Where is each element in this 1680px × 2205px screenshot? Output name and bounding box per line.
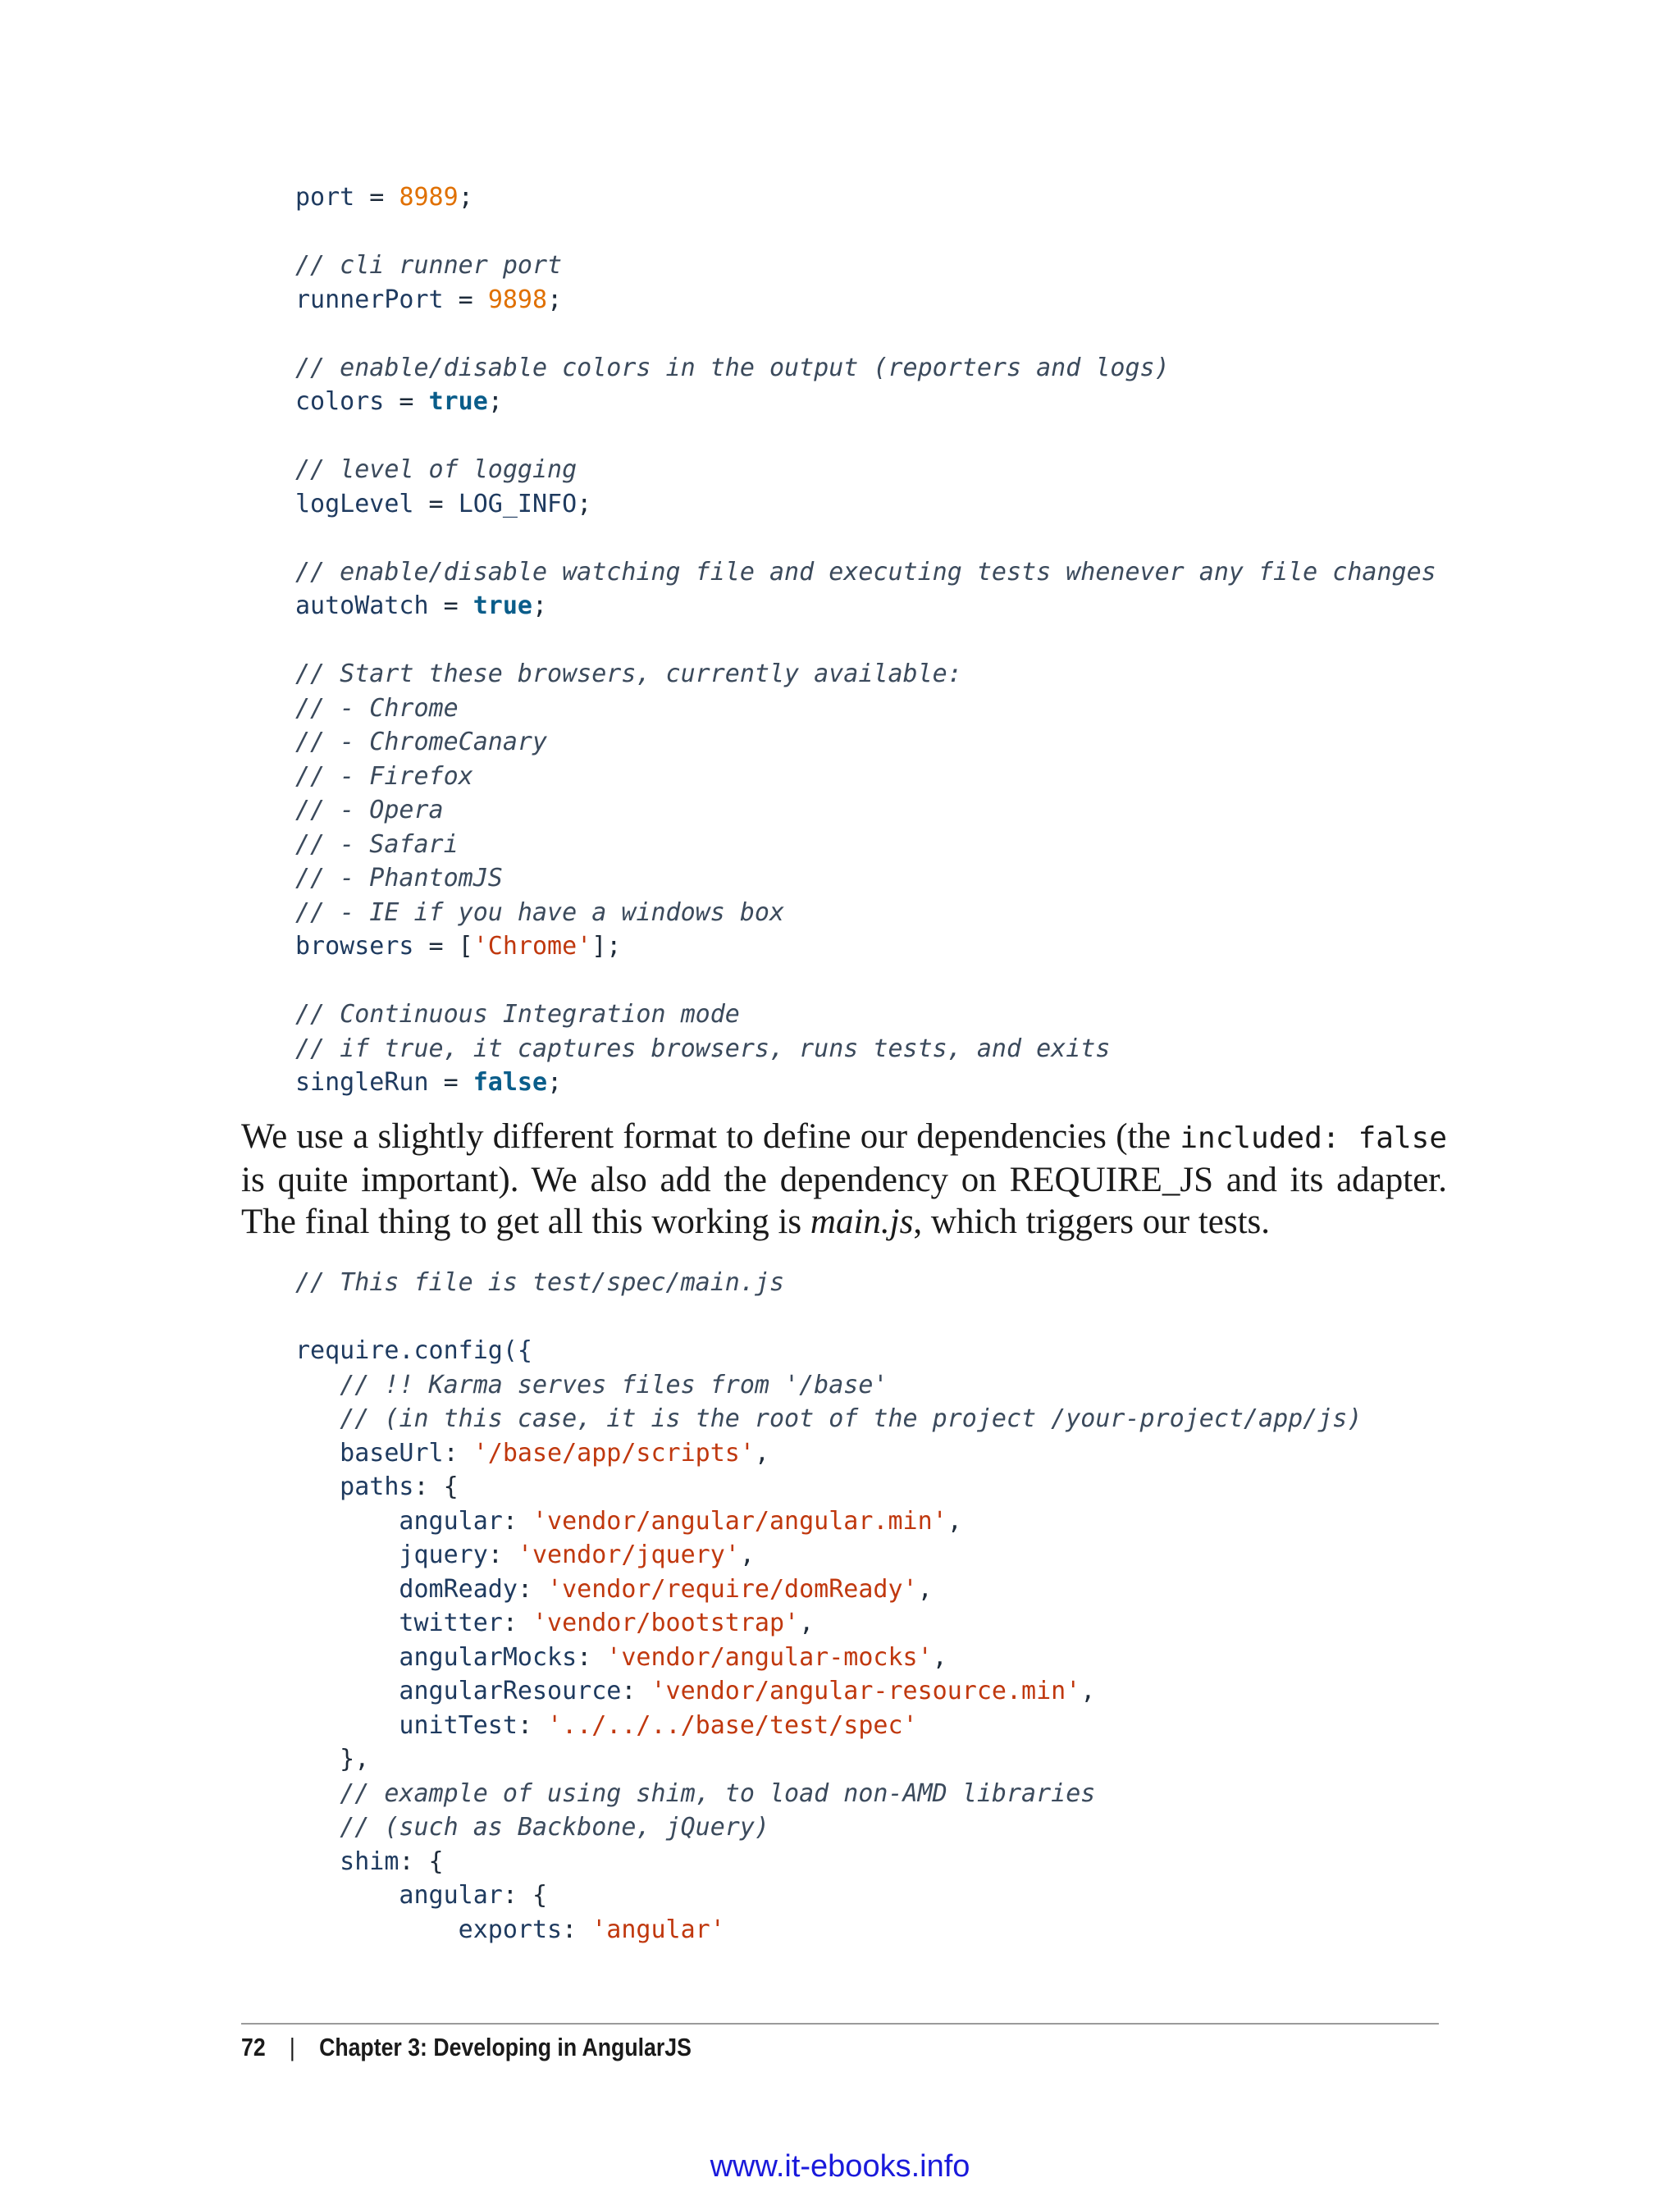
footer-separator: | [289, 2033, 295, 2061]
code-token: , [739, 1541, 755, 1569]
code-token: jquery [295, 1541, 488, 1569]
code-token: // level of logging [295, 455, 578, 484]
code-token: : [621, 1677, 651, 1705]
code-line [295, 861, 1436, 896]
code-line [295, 1674, 1362, 1709]
code-token: ; [577, 489, 592, 518]
code-token: ; [532, 591, 548, 620]
code-line [295, 1879, 1362, 1913]
code-token: : [502, 1506, 532, 1536]
code-line [295, 317, 1436, 351]
code-token: , [754, 1438, 769, 1468]
code-token: : { [413, 1472, 459, 1501]
code-token [295, 1404, 340, 1433]
code-line [295, 180, 1436, 215]
paragraph-text-1: We use a slightly different format to define our dependencies (the [241, 1117, 1180, 1156]
code-line [295, 1810, 1362, 1845]
code-token: , [932, 1642, 947, 1672]
body-paragraph [241, 1116, 1447, 1243]
code-token: require.config({ [295, 1336, 532, 1365]
code-line [295, 1538, 1362, 1573]
code-block-main-js [295, 1266, 1362, 1947]
code-token: paths [295, 1472, 414, 1501]
code-token: '../../../base/test/spec' [547, 1710, 918, 1740]
code-token: angularMocks [295, 1642, 578, 1672]
code-token: = [354, 183, 399, 212]
inline-code-included-false: included: false [1180, 1121, 1448, 1155]
code-line [295, 1641, 1362, 1675]
code-token: LOG_INFO [458, 489, 578, 518]
code-line [295, 623, 1436, 658]
code-line [295, 487, 1436, 522]
filename-main-js: main.js [810, 1203, 914, 1241]
code-token: // Continuous Integration mode [295, 1000, 740, 1029]
code-token: = [413, 489, 459, 518]
code-token: false [472, 1068, 548, 1097]
code-line [295, 1066, 1436, 1100]
code-token: logLevel [295, 489, 414, 518]
code-token: // example of using shim, to load non-AMD libraries [340, 1778, 1096, 1808]
code-token: 'angular' [591, 1915, 725, 1944]
code-token [295, 1813, 340, 1842]
code-token: // - Firefox [295, 761, 473, 791]
code-token: , [947, 1506, 962, 1536]
code-token: = [443, 285, 488, 314]
code-line [295, 964, 1436, 998]
code-token: // Start these browsers, currently available: [295, 660, 962, 688]
code-token: 'vendor/angular/angular.min' [532, 1506, 947, 1536]
code-token: }, [295, 1745, 370, 1774]
code-token: // - Safari [295, 829, 459, 859]
code-token: singleRun [295, 1068, 429, 1097]
code-line [295, 1436, 1362, 1471]
code-token: : [502, 1609, 532, 1637]
code-token: angular [295, 1506, 503, 1536]
code-token: // This file is test/spec/main.js [295, 1268, 785, 1297]
code-token: ; [547, 1068, 563, 1097]
code-token: // if true, it captures browsers, runs tests, and exits [295, 1034, 1111, 1063]
code-token: true [472, 591, 532, 620]
code-token: , [799, 1609, 815, 1637]
code-line [295, 1334, 1362, 1368]
code-token: ]; [591, 932, 622, 961]
code-token: // cli runner port [295, 251, 563, 280]
code-token: , [917, 1574, 933, 1604]
code-token: // - Opera [295, 796, 444, 824]
code-line [295, 1300, 1362, 1335]
code-token: 'vendor/jquery' [517, 1541, 740, 1569]
code-line [295, 283, 1436, 317]
code-token: browsers [295, 932, 414, 961]
code-token: 8989 [399, 183, 459, 212]
code-token: '/base/app/scripts' [472, 1438, 755, 1468]
code-line [295, 1032, 1436, 1066]
code-token: true [428, 387, 488, 416]
watermark-link[interactable]: www.it-ebooks.info [710, 2149, 970, 2184]
code-token: = [428, 591, 473, 620]
code-token: // !! Karma serves files from '/base' [340, 1370, 888, 1399]
code-line [295, 1573, 1362, 1607]
code-token: baseUrl [295, 1438, 444, 1468]
code-line [295, 793, 1436, 828]
code-line [295, 725, 1436, 760]
code-token: // (such as Backbone, jQuery) [340, 1813, 769, 1842]
code-line [295, 896, 1436, 930]
code-token: ; [458, 183, 473, 212]
code-token: 'vendor/angular-mocks' [606, 1642, 933, 1672]
page-footer [241, 2033, 692, 2062]
code-token: : [562, 1915, 592, 1944]
code-token: ; [547, 285, 563, 314]
code-line [295, 760, 1436, 794]
code-token: = [384, 387, 429, 416]
code-line [295, 215, 1436, 249]
code-token: : [517, 1710, 548, 1740]
code-line [295, 1504, 1362, 1539]
code-token: // enable/disable watching file and executing tests whenever any file changes [295, 557, 1436, 587]
code-line [295, 998, 1436, 1032]
code-line [295, 692, 1436, 726]
code-line [295, 521, 1436, 555]
code-line [295, 589, 1436, 623]
code-line [295, 249, 1436, 283]
code-token [295, 1779, 340, 1808]
code-line [295, 657, 1436, 692]
code-token: // enable/disable colors in the output (reporters and logs) [295, 353, 1170, 382]
code-token: = [428, 1068, 473, 1097]
code-line [295, 555, 1436, 590]
code-token: runnerPort [295, 285, 444, 314]
code-token: twitter [295, 1609, 503, 1637]
code-token: angular [295, 1881, 503, 1910]
code-line [295, 1470, 1362, 1504]
paragraph-text-3: , which triggers our tests. [913, 1203, 1271, 1241]
code-line [295, 1742, 1362, 1777]
code-token: : { [399, 1847, 444, 1876]
code-token: 'vendor/angular-resource.min' [651, 1677, 1081, 1705]
code-token: exports [295, 1915, 563, 1944]
code-token: 9898 [487, 285, 548, 314]
code-token: // - IE if you have a windows box [295, 897, 785, 927]
code-token: // - PhantomJS [295, 864, 503, 892]
code-line [295, 453, 1436, 487]
code-token: 'vendor/require/domReady' [547, 1574, 918, 1604]
code-token: unitTest [295, 1710, 518, 1740]
code-token: : [443, 1438, 473, 1468]
code-line [295, 1709, 1362, 1743]
code-token: 'Chrome' [472, 932, 592, 961]
code-token [295, 1371, 340, 1399]
page-number: 72 [241, 2033, 266, 2061]
code-token: 'vendor/bootstrap' [532, 1609, 800, 1637]
code-line [295, 1606, 1362, 1641]
code-line [295, 351, 1436, 386]
code-token: : [577, 1642, 607, 1672]
code-line [295, 1266, 1362, 1300]
code-block-karma-config [295, 180, 1436, 1100]
code-line [295, 1368, 1362, 1403]
code-token: // - Chrome [295, 693, 459, 723]
code-line [295, 385, 1436, 419]
code-line [295, 1845, 1362, 1879]
paragraph-text-2: is quite important). We also add the dependency on REQUIRE_JS and its adapter. The final thing to get all this working is [241, 1161, 1447, 1241]
code-token: // (in this case, it is the root of the project /your-project/app/js) [340, 1404, 1363, 1433]
code-token: , [1080, 1677, 1096, 1705]
code-token: : [487, 1541, 518, 1569]
code-line [295, 1913, 1362, 1947]
code-token: // - ChromeCanary [295, 728, 548, 756]
code-token: : { [502, 1881, 548, 1910]
code-token: port [295, 183, 355, 212]
code-token: angularResource [295, 1677, 622, 1705]
code-token: ; [487, 387, 503, 416]
code-line [295, 1402, 1362, 1436]
code-line [295, 1777, 1362, 1811]
code-line [295, 929, 1436, 964]
code-token: shim [295, 1847, 399, 1876]
code-token: domReady [295, 1574, 518, 1604]
code-token: colors [295, 387, 385, 416]
code-line [295, 828, 1436, 862]
code-line [295, 419, 1436, 454]
footer-divider [241, 2023, 1439, 2025]
code-token: = [ [413, 932, 473, 961]
code-token: autoWatch [295, 591, 429, 620]
code-token: : [517, 1574, 548, 1604]
chapter-title: Chapter 3: Developing in AngularJS [319, 2033, 692, 2061]
